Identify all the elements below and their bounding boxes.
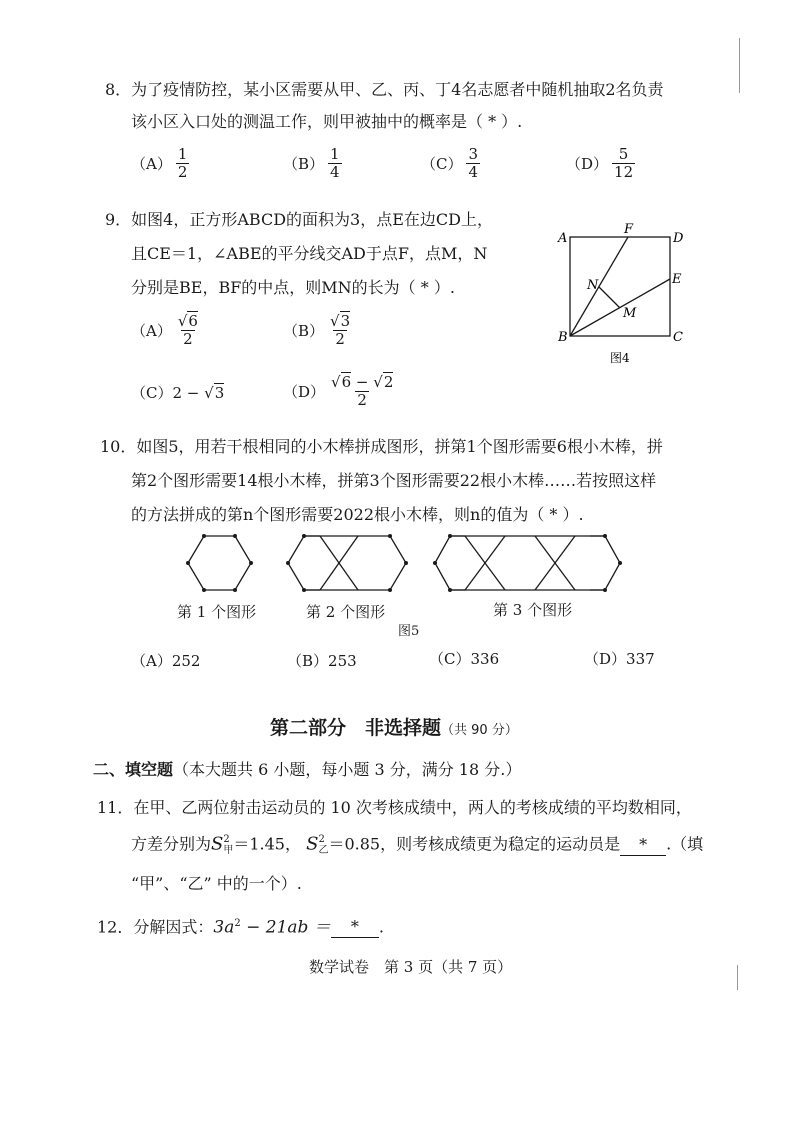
option-label: （C） xyxy=(131,384,173,402)
segment-mn xyxy=(599,287,620,308)
page-footer: 数学试卷 第 3 页（共 7 页） xyxy=(309,958,513,976)
q10-line1: 10．如图5，用若干根相同的小木棒拼成图形，拼第1个图形需要6根小木棒，拼 xyxy=(100,437,663,456)
figure-1-label: 第 1 个图形 xyxy=(177,603,257,621)
q8-option-c xyxy=(421,146,480,181)
figure-3-left-cap xyxy=(435,536,465,590)
figure-3-right-cap xyxy=(590,536,620,590)
fraction: $\frac{5}{12}$ xyxy=(614,145,634,181)
figure-4 xyxy=(550,220,700,370)
label-c: C xyxy=(673,330,683,345)
q11-line1: 11．在甲、乙两位射击运动员的 10 次考核成绩中，两人的考核成绩的平均数相同， xyxy=(97,798,692,817)
radicand: 3 xyxy=(214,384,225,402)
figure-2-label: 第 2 个图形 xyxy=(306,603,386,621)
label-b: B xyxy=(558,330,568,345)
label-e: E xyxy=(672,272,682,287)
figure-5 xyxy=(180,530,630,600)
figure-1-hexagon xyxy=(188,536,251,590)
option-label: （B） xyxy=(283,155,325,173)
q11-answer-blank: * xyxy=(620,835,666,856)
q9-option-b xyxy=(283,313,352,348)
q9-line1: 9．如图4，正方形ABCD的面积为3，点E在边CD上， xyxy=(105,210,493,229)
option-label: （D） xyxy=(566,155,609,173)
q8-option-b xyxy=(283,146,342,181)
q10-option-b: （B） 253 xyxy=(287,651,357,670)
section2-heading: 二、填空题（本大题共 6 小题，每小题 3 分，满分 18 分.） xyxy=(93,760,522,779)
option-label: （A） xyxy=(131,322,172,340)
q8-line2: 该小区入口处的测温工作，则甲被抽中的概率是（ * ）. xyxy=(131,112,523,131)
figure-3-label: 第 3 个图形 xyxy=(493,601,573,619)
q12-answer-blank: * xyxy=(331,917,379,938)
scan-edge-mark xyxy=(739,38,740,93)
scan-edge-mark xyxy=(737,965,738,990)
figure-2-right-cap xyxy=(374,536,406,590)
label-a: A xyxy=(558,231,568,246)
q9-option-d xyxy=(283,374,395,409)
figure-5-caption: 图5 xyxy=(398,624,420,639)
label-f: F xyxy=(624,222,634,237)
fraction: $\frac{3}{4}$ xyxy=(468,145,479,181)
label-m: M xyxy=(623,306,637,321)
q9-option-a xyxy=(131,313,200,348)
fraction: $\frac{1}{2}$ xyxy=(177,145,188,181)
q11-line3: “甲”、“乙” 中的一个）. xyxy=(131,874,302,893)
figure-4-caption: 图4 xyxy=(610,351,630,365)
option-expr: 2 − √ xyxy=(172,383,214,402)
q9-option-c xyxy=(131,382,224,403)
q8-option-d xyxy=(566,146,635,181)
fraction: $\frac{√6}{2}$ xyxy=(177,312,198,348)
segment-bf xyxy=(570,237,628,336)
q10-line3: 的方法拼成的第n个图形需要2022根小木棒，则n的值为（ * ）. xyxy=(131,505,584,524)
q10-option-c: （C） 336 xyxy=(429,649,500,668)
q8-option-a xyxy=(131,146,189,181)
q10-line2: 第2个图形需要14根小木棒，拼第3个图形需要22根小木棒……若按照这样 xyxy=(131,471,657,490)
part2-title: 第二部分 非选择题（共 90 分） xyxy=(270,717,518,739)
q11-line2: 方差分别为S 2 甲 ＝1.45， S 2 乙 ＝0.85，则考核成绩更为稳定的运动员是 * .（填 xyxy=(131,833,704,856)
label-n: N xyxy=(587,278,599,293)
q8-line1: 8．为了疫情防控，某小区需要从甲、乙、丙、丁4名志愿者中随机抽取2名负责 xyxy=(105,80,664,99)
label-d: D xyxy=(673,231,684,246)
q12-line: 12．分解因式：$3a^2 - 21ab$ ＝ * . xyxy=(97,917,384,938)
fraction: $\frac{1}{4}$ xyxy=(330,145,340,181)
q10-option-a: （A） 252 xyxy=(131,651,201,670)
fraction: $\frac{√3}{2}$ xyxy=(330,312,351,348)
q9-line3: 分别是BE，BF的中点，则MN的长为（ * ）. xyxy=(131,278,455,297)
option-label: （A） xyxy=(131,155,172,173)
q9-line2: 且CE＝1，∠ABE的平分线交AD于点F，点M，N xyxy=(131,244,488,263)
fraction: $\frac{√6 - √2}{2}$ xyxy=(331,373,394,409)
option-label: （C） xyxy=(421,155,463,173)
figure-2-left-cap xyxy=(288,536,320,590)
q10-option-d: （D） 337 xyxy=(584,649,655,668)
option-label: （B） xyxy=(283,322,325,340)
option-label: （D） xyxy=(283,383,326,401)
